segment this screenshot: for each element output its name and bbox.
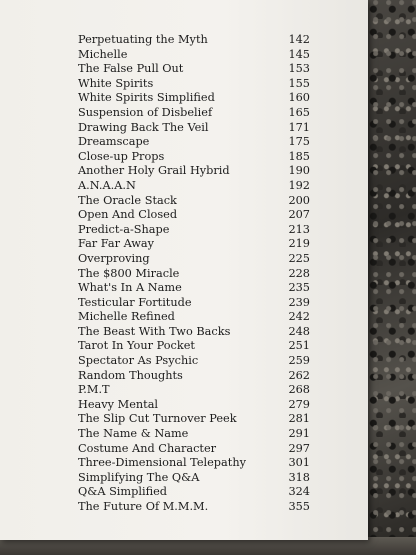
toc-entry-title: Michelle (78, 47, 128, 61)
toc-entry (78, 135, 310, 150)
toc-entry (78, 485, 310, 500)
toc-entry-title: White Spirits Simplified (78, 91, 215, 105)
toc-entry (78, 121, 310, 136)
toc-entry-page-number: 207 (288, 208, 310, 222)
toc-entry-title: Predict-a-Shape (78, 222, 170, 236)
toc-entry (78, 442, 310, 457)
toc-entry-page-number: 185 (288, 149, 310, 163)
toc-entry-page-number: 262 (288, 368, 310, 382)
toc-entry-title: The Slip Cut Turnover Peek (78, 412, 237, 426)
toc-entry (78, 369, 310, 384)
toc-entry-page-number: 145 (288, 47, 310, 61)
toc-entry-page-number: 200 (288, 193, 310, 207)
toc-entry (78, 471, 310, 486)
toc-entry (78, 281, 310, 296)
toc-entry (78, 106, 310, 121)
toc-entry (78, 179, 310, 194)
toc-entry-page-number: 268 (288, 383, 310, 397)
toc-entry (78, 500, 310, 515)
toc-entry (78, 339, 310, 354)
toc-entry-title: Costume And Character (78, 441, 217, 455)
toc-entry-title: The Future Of M.M.M. (78, 500, 209, 513)
toc-entry-page-number: 192 (288, 178, 310, 192)
toc-entry-title: Far Far Away (78, 237, 155, 251)
toc-entry-page-number: 219 (288, 237, 310, 251)
toc-entry-title: Three-Dimensional Telepathy (78, 456, 246, 470)
granite-background (360, 0, 416, 555)
toc-entry-page-number: 225 (288, 251, 310, 265)
toc-entry-title: P.M.T (78, 383, 110, 397)
toc-entry (78, 150, 310, 165)
toc-entry-page-number: 242 (288, 310, 310, 324)
toc-entry-title: White Spirits (78, 76, 154, 90)
toc-entry-page-number: 160 (288, 91, 310, 105)
toc-entry-page-number: 153 (288, 62, 310, 76)
toc-entry-title: Q&A Simplified (78, 485, 168, 499)
toc-entry (78, 91, 310, 106)
toc-entry-title: Heavy Mental (78, 397, 159, 411)
toc-entry-title: Close-up Props (78, 149, 165, 163)
toc-entry-page-number: 190 (288, 164, 310, 178)
toc-entry (78, 62, 310, 77)
toc-entry-title: Spectator As Psychic (78, 354, 199, 368)
toc-entry-page-number: 281 (288, 412, 310, 426)
toc-entry (78, 223, 310, 238)
toc-entry-page-number: 259 (288, 354, 310, 368)
toc-entry-page-number: 165 (288, 105, 310, 119)
toc-entry-page-number: 279 (288, 397, 310, 411)
toc-entry (78, 398, 310, 413)
toc-entry-page-number: 235 (288, 281, 310, 295)
toc-entry-page-number: 213 (288, 222, 310, 236)
toc-entry-title: The False Pull Out (78, 62, 184, 76)
toc-entry-title: Open And Closed (78, 208, 178, 222)
toc-entry (78, 267, 310, 282)
toc-entry (78, 412, 310, 427)
toc-entry-title: The $800 Miracle (78, 266, 180, 280)
toc-entry-title: Testicular Fortitude (78, 295, 192, 309)
toc-entry (78, 208, 310, 223)
toc-entry-title: Simplifying The Q&A (78, 470, 200, 484)
toc-entry-page-number: 239 (288, 295, 310, 309)
toc-entry-title: What's In A Name (78, 281, 182, 295)
toc-entry (78, 383, 310, 398)
toc-entry (78, 427, 310, 442)
toc-entry (78, 194, 310, 209)
toc-entry-title: The Name & Name (78, 427, 189, 441)
toc-entry-page-number: 142 (288, 33, 310, 46)
toc-entry-title: Drawing Back The Veil (78, 120, 209, 134)
toc-entry (78, 77, 310, 92)
toc-entry-title: Suspension of Disbelief (78, 105, 213, 119)
toc-entry-page-number: 175 (288, 135, 310, 149)
toc-entry-page-number: 171 (288, 120, 310, 134)
toc-entry (78, 164, 310, 179)
toc-entry-title: The Beast With Two Backs (78, 324, 231, 338)
toc-entry-title: Michelle Refined (78, 310, 175, 324)
toc-entry-title: A.N.A.A.N (78, 178, 136, 192)
toc-entry (78, 310, 310, 325)
toc-entry-title: Tarot In Your Pocket (78, 339, 195, 353)
toc-entry-title: Overproving (78, 251, 150, 265)
toc-entry-title: Dreamscape (78, 135, 150, 149)
toc-entry-page-number: 355 (288, 500, 310, 513)
table-of-contents (78, 33, 310, 515)
toc-entry-title: Another Holy Grail Hybrid (78, 164, 230, 178)
toc-entry-page-number: 324 (288, 485, 310, 499)
toc-entry-page-number: 297 (288, 441, 310, 455)
toc-entry (78, 456, 310, 471)
toc-entry (78, 325, 310, 340)
toc-entry-title: Random Thoughts (78, 368, 183, 382)
toc-entry-page-number: 301 (288, 456, 310, 470)
toc-entry-page-number: 251 (288, 339, 310, 353)
toc-entry-page-number: 291 (288, 427, 310, 441)
toc-entry-page-number: 318 (288, 470, 310, 484)
toc-entry (78, 252, 310, 267)
toc-entry-page-number: 248 (288, 324, 310, 338)
toc-entry (78, 33, 310, 48)
toc-entry (78, 48, 310, 63)
toc-entry-page-number: 228 (288, 266, 310, 280)
toc-entry-page-number: 155 (288, 76, 310, 90)
toc-entry (78, 296, 310, 311)
toc-entry (78, 354, 310, 369)
toc-entry (78, 237, 310, 252)
toc-entry-title: The Oracle Stack (78, 193, 177, 207)
toc-entry-title: Perpetuating the Myth (78, 33, 208, 46)
